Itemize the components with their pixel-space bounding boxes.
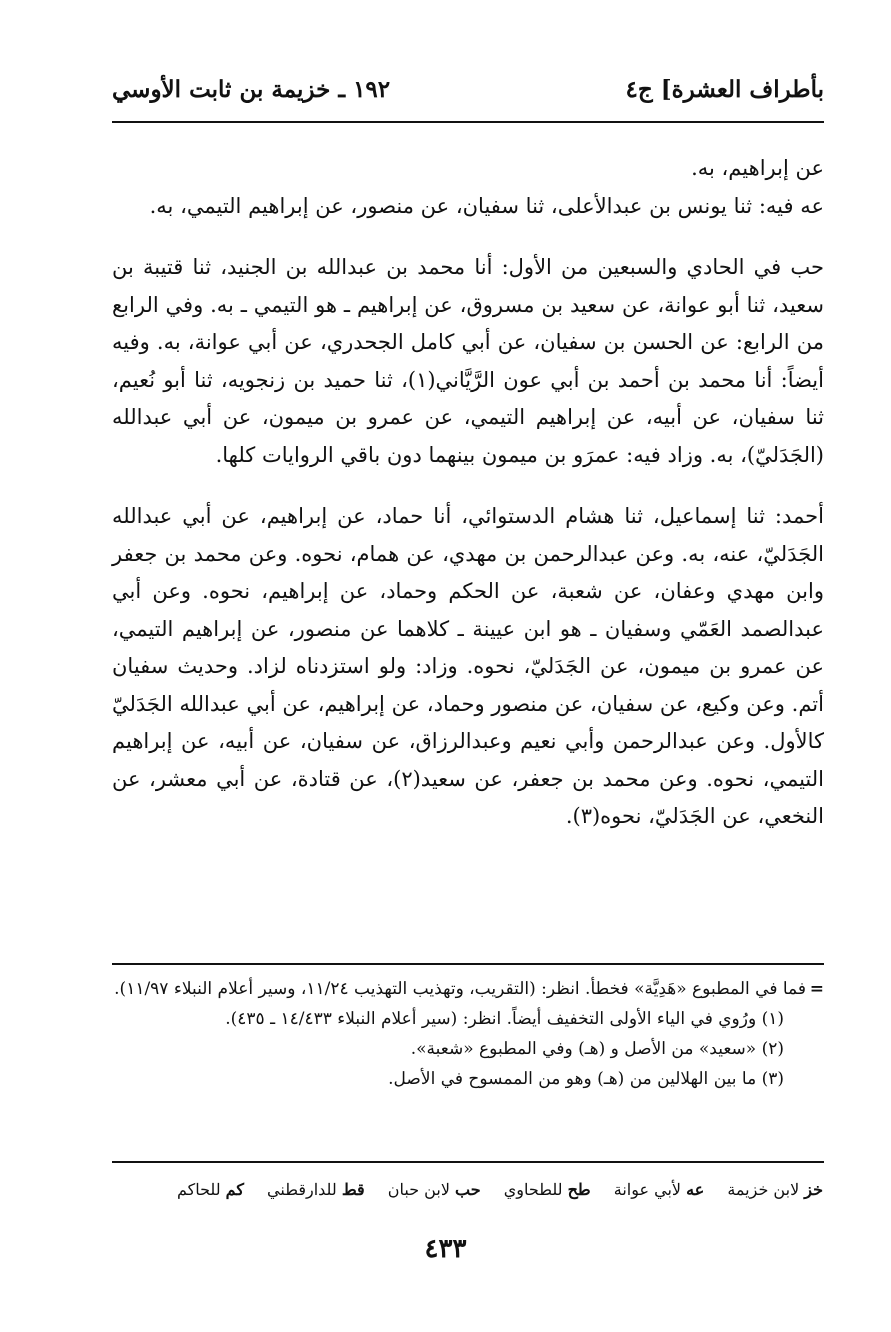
footnote-2: (٢) «سعيد» من الأصل و (هـ) وفي المطبوع «شعبة». <box>410 1039 784 1059</box>
header-title: بأطراف العشرة] ج٤ <box>625 76 824 103</box>
legend-item: قط للدارقطني <box>267 1180 365 1199</box>
paragraph-4: أحمد: ثنا إسماعيل، ثنا هشام الدستوائي، أنا حماد، عن إبراهيم، عن أبي عبدالله الجَدَليّ، عنه، به. وعن عبدالرحمن بن مهدي، عن همام، نحوه. وعن محمد بن جعفر وابن مهدي وعفان، عن شعبة، عن الحكم وحماد، عن إبراهيم، نحوه. وعن أبي عبدالصمد العَمّي وسفيان ـ هو ابن عيينة ـ كلاهما عن منصور، عن إبراهيم التيمي، عن عمرو بن ميمون، عن الجَدَليّ، نحوه. وزاد: ولو استزدناه لزاد. وحديث سفيان أتم. وعن وكيع، عن سفيان، عن منصور وحماد، عن إبراهيم، عن أبي عبدالله الجَدَليّ كالأول. وعن عبدالرحمن وأبي نعيم وعبدالرزاق، عن سفيان، عن أبيه، عن إبراهيم التيمي، نحوه. وعن محمد بن جعفر، عن سعيد(٢)، عن قتادة، عن أبي معشر، عن النخعي، عن الجَدَليّ، نحوه(٣). <box>112 504 824 828</box>
legend-divider <box>112 1161 824 1163</box>
footnote-divider <box>112 963 824 965</box>
legend-item: خز لابن خزيمة <box>727 1180 823 1199</box>
paragraph-gap <box>112 474 824 498</box>
footnotes <box>112 974 824 1094</box>
legend-item: عه لأبي عوانة <box>613 1180 705 1199</box>
paragraph-2: عه فيه: ثنا يونس بن عبدالأعلى، ثنا سفيان، عن منصور، عن إبراهيم التيمي، به. <box>149 193 824 218</box>
footnote-1: (١) ورُوي في الياء الأولى التخفيف أيضاً. انظر: (سير أعلام النبلاء ١٤/٤٣٣ ـ ٤٣٥). <box>225 1009 784 1029</box>
main-text <box>112 150 824 836</box>
header-section: ١٩٢ ـ خزيمة بن ثابت الأوسي <box>112 76 391 103</box>
legend-item: طح للطحاوي <box>503 1180 591 1199</box>
header-divider <box>112 121 824 123</box>
legend-item: حب لابن حبان <box>387 1180 481 1199</box>
paragraph-3: حب في الحادي والسبعين من الأول: أنا محمد بن عبدالله بن الجنيد، ثنا قتيبة بن سعيد، ثنا أبو عوانة، عن سعيد بن مسروق، عن إبراهيم ـ هو التيمي ـ به. وفي الرابع من الرابع: عن الحسن بن سفيان، عن أبي كامل الجحدري، عن أبي عوانة، به. وفيه أيضاً: أنا محمد بن أحمد بن أبي عون الرَّيَّاني(١)، ثنا حميد بن زنجويه، ثنا أبو نُعيم، ثنا سفيان، عن أبيه، عن إبراهيم التيمي، عن عمرو بن ميمون، عن أبي عبدالله (الجَدَليّ)، به. وزاد فيه: عمرَو بن ميمون بينهما دون باقي الروايات كلها. <box>112 255 824 467</box>
footnote-continuation-text: فما في المطبوع «هَدِيَّة» فخطأ. انظر: (التقريب، وتهذيب التهذيب ١١/٢٤، وسير أعلام النبلاء ١١/٩٧). <box>114 979 806 999</box>
paragraph-1: عن إبراهيم، به. <box>691 156 824 180</box>
footnote-continuation <box>112 974 824 1004</box>
footnote-3: (٣) ما بين الهلالين من (هـ) وهو من الممسوح في الأصل. <box>388 1069 784 1089</box>
page-number: ٤٣٣ <box>424 1234 467 1264</box>
legend-item: كم للحاكم <box>176 1180 244 1199</box>
abbreviation-legend <box>111 1180 823 1199</box>
paragraph-gap <box>112 225 824 249</box>
continuation-mark: = <box>809 979 824 999</box>
running-header <box>112 70 824 114</box>
